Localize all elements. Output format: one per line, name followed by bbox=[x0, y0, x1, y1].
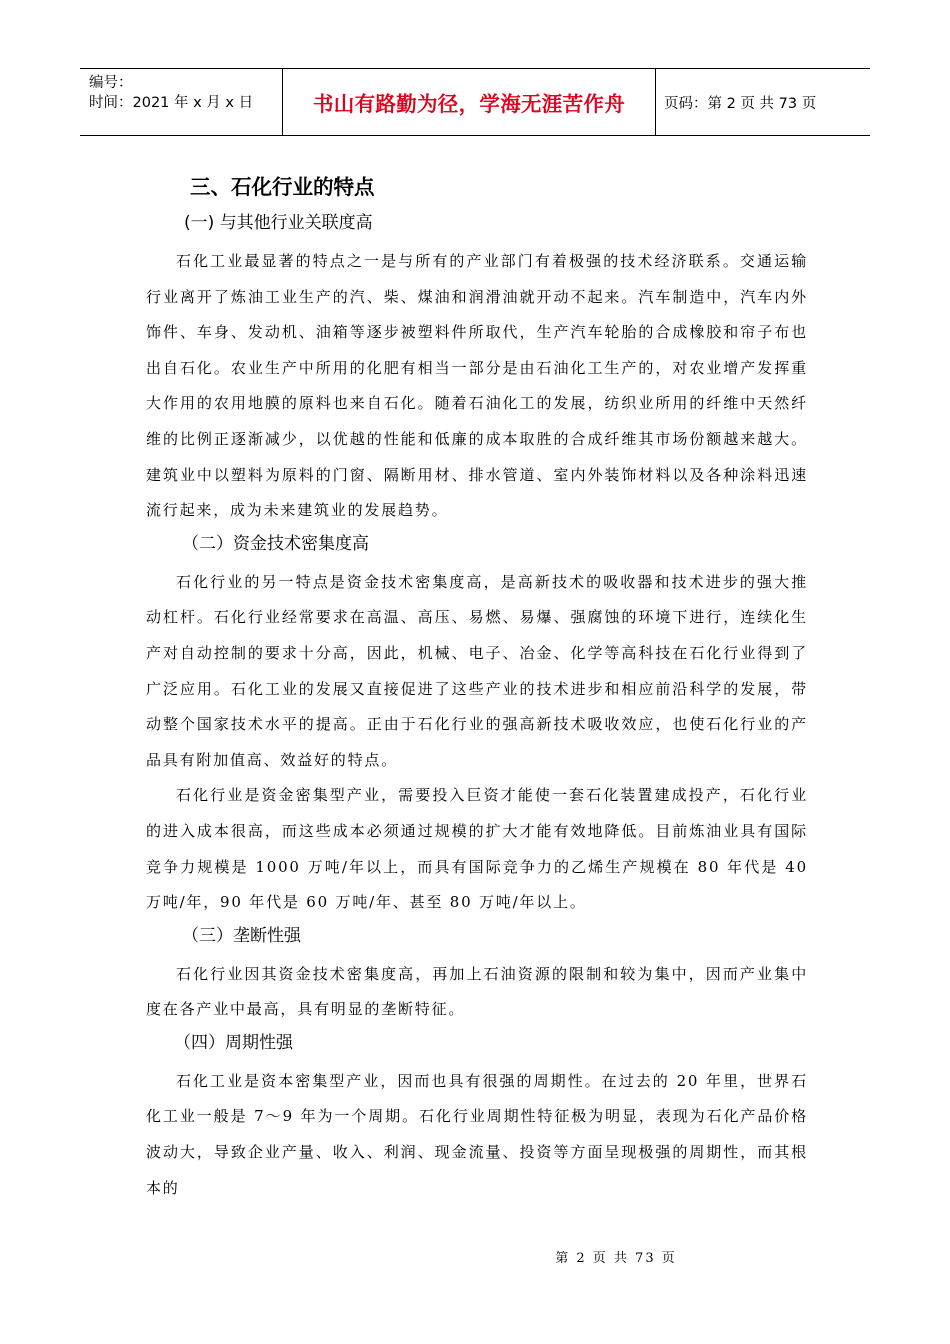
document-number-label: 编号： bbox=[89, 75, 133, 91]
paragraph: 石化工业是资本密集型产业，因而也具有很强的周期性。在过去的 20 年里，世界石化工业一般是 7～9 年为一个周期。石化行业周期性特征极为明显，表现为石化产品价格波动大，导致企业产量、收入、利润、现金流量、投资等方面呈现极强的周期性，而其根本的 bbox=[146, 1071, 808, 1197]
header-table bbox=[80, 68, 870, 136]
page-footer: 第 2 页 共 73 页 bbox=[555, 1251, 677, 1266]
subsection-heading-3: （三）垄断性强 bbox=[182, 925, 301, 946]
paragraph: 石化行业是资金密集型产业，需要投入巨资才能使一套石化装置建成投产，石化行业的进入成本很高，而这些成本必须通过规模的扩大才能有效地降低。目前炼油业具有国际竞争力规模是 1000 万吨/年以上，而具有国际竞争力的乙烯生产规模在 80 年代是 40 万吨/年，90 年代是 60 万吨/年、甚至 80 万吨/年以上。 bbox=[146, 786, 808, 912]
header-left-cell bbox=[80, 69, 282, 135]
paragraph: 石化行业的另一特点是资金技术密集度高，是高新技术的吸收器和技术进步的强大推动杠杆。石化行业经常要求在高温、高压、易燃、易爆、强腐蚀的环境下进行，连续化生产对自动控制的要求十分高，因此，机械、电子、冶金、化学等高科技在石化行业得到了广泛应用。石化工业的发展又直接促进了这些产业的技术进步和相应前沿科学的发展，带动整个国家技术水平的提高。正由于石化行业的强高新技术吸收效应，也使石化行业的产品具有附加值高、效益好的特点。 bbox=[146, 572, 808, 769]
paragraph: 石化工业最显著的特点之一是与所有的产业部门有着极强的技术经济联系。交通运输行业离开了炼油工业生产的汽、柴、煤油和润滑油就开动不起来。汽车制造中，汽车内外饰件、车身、发动机、油箱等逐步被塑料件所取代，生产汽车轮胎的合成橡胶和帘子布也出自石化。农业生产中所用的化肥有相当一部分是由石油化工生产的，对农业增产发挥重大作用的农用地膜的原料也来自石化。随着石油化工的发展，纺织业所用的纤维中天然纤维的比例正逐渐减少，以优越的性能和低廉的成本取胜的合成纤维其市场份额越来越大。建筑业中以塑料为原料的门窗、隔断用材、排水管道、室内外装饰材料以及各种涂料迅速流行起来，成为未来建筑业的发展趋势。 bbox=[146, 252, 808, 520]
subsection-heading-2: （二）资金技术密集度高 bbox=[182, 533, 369, 554]
subsection-heading-1: (一) 与其他行业关联度高 bbox=[184, 213, 373, 233]
subsection-heading-4: （四）周期性强 bbox=[174, 1032, 293, 1053]
paragraph: 石化行业因其资金技术密集度高，再加上石油资源的限制和较为集中，因而产业集中度在各产业中最高，具有明显的垄断特征。 bbox=[146, 964, 808, 1019]
document-time-label: 时间：2021 年 x 月 x 日 bbox=[89, 95, 254, 111]
document-body bbox=[146, 160, 808, 1206]
header-motto: 书山有路勤为径，学海无涯苦作舟 bbox=[282, 69, 656, 135]
section-title: 三、石化行业的特点 bbox=[190, 175, 375, 199]
header-page-info: 页码：第 2 页 共 73 页 bbox=[664, 95, 817, 112]
